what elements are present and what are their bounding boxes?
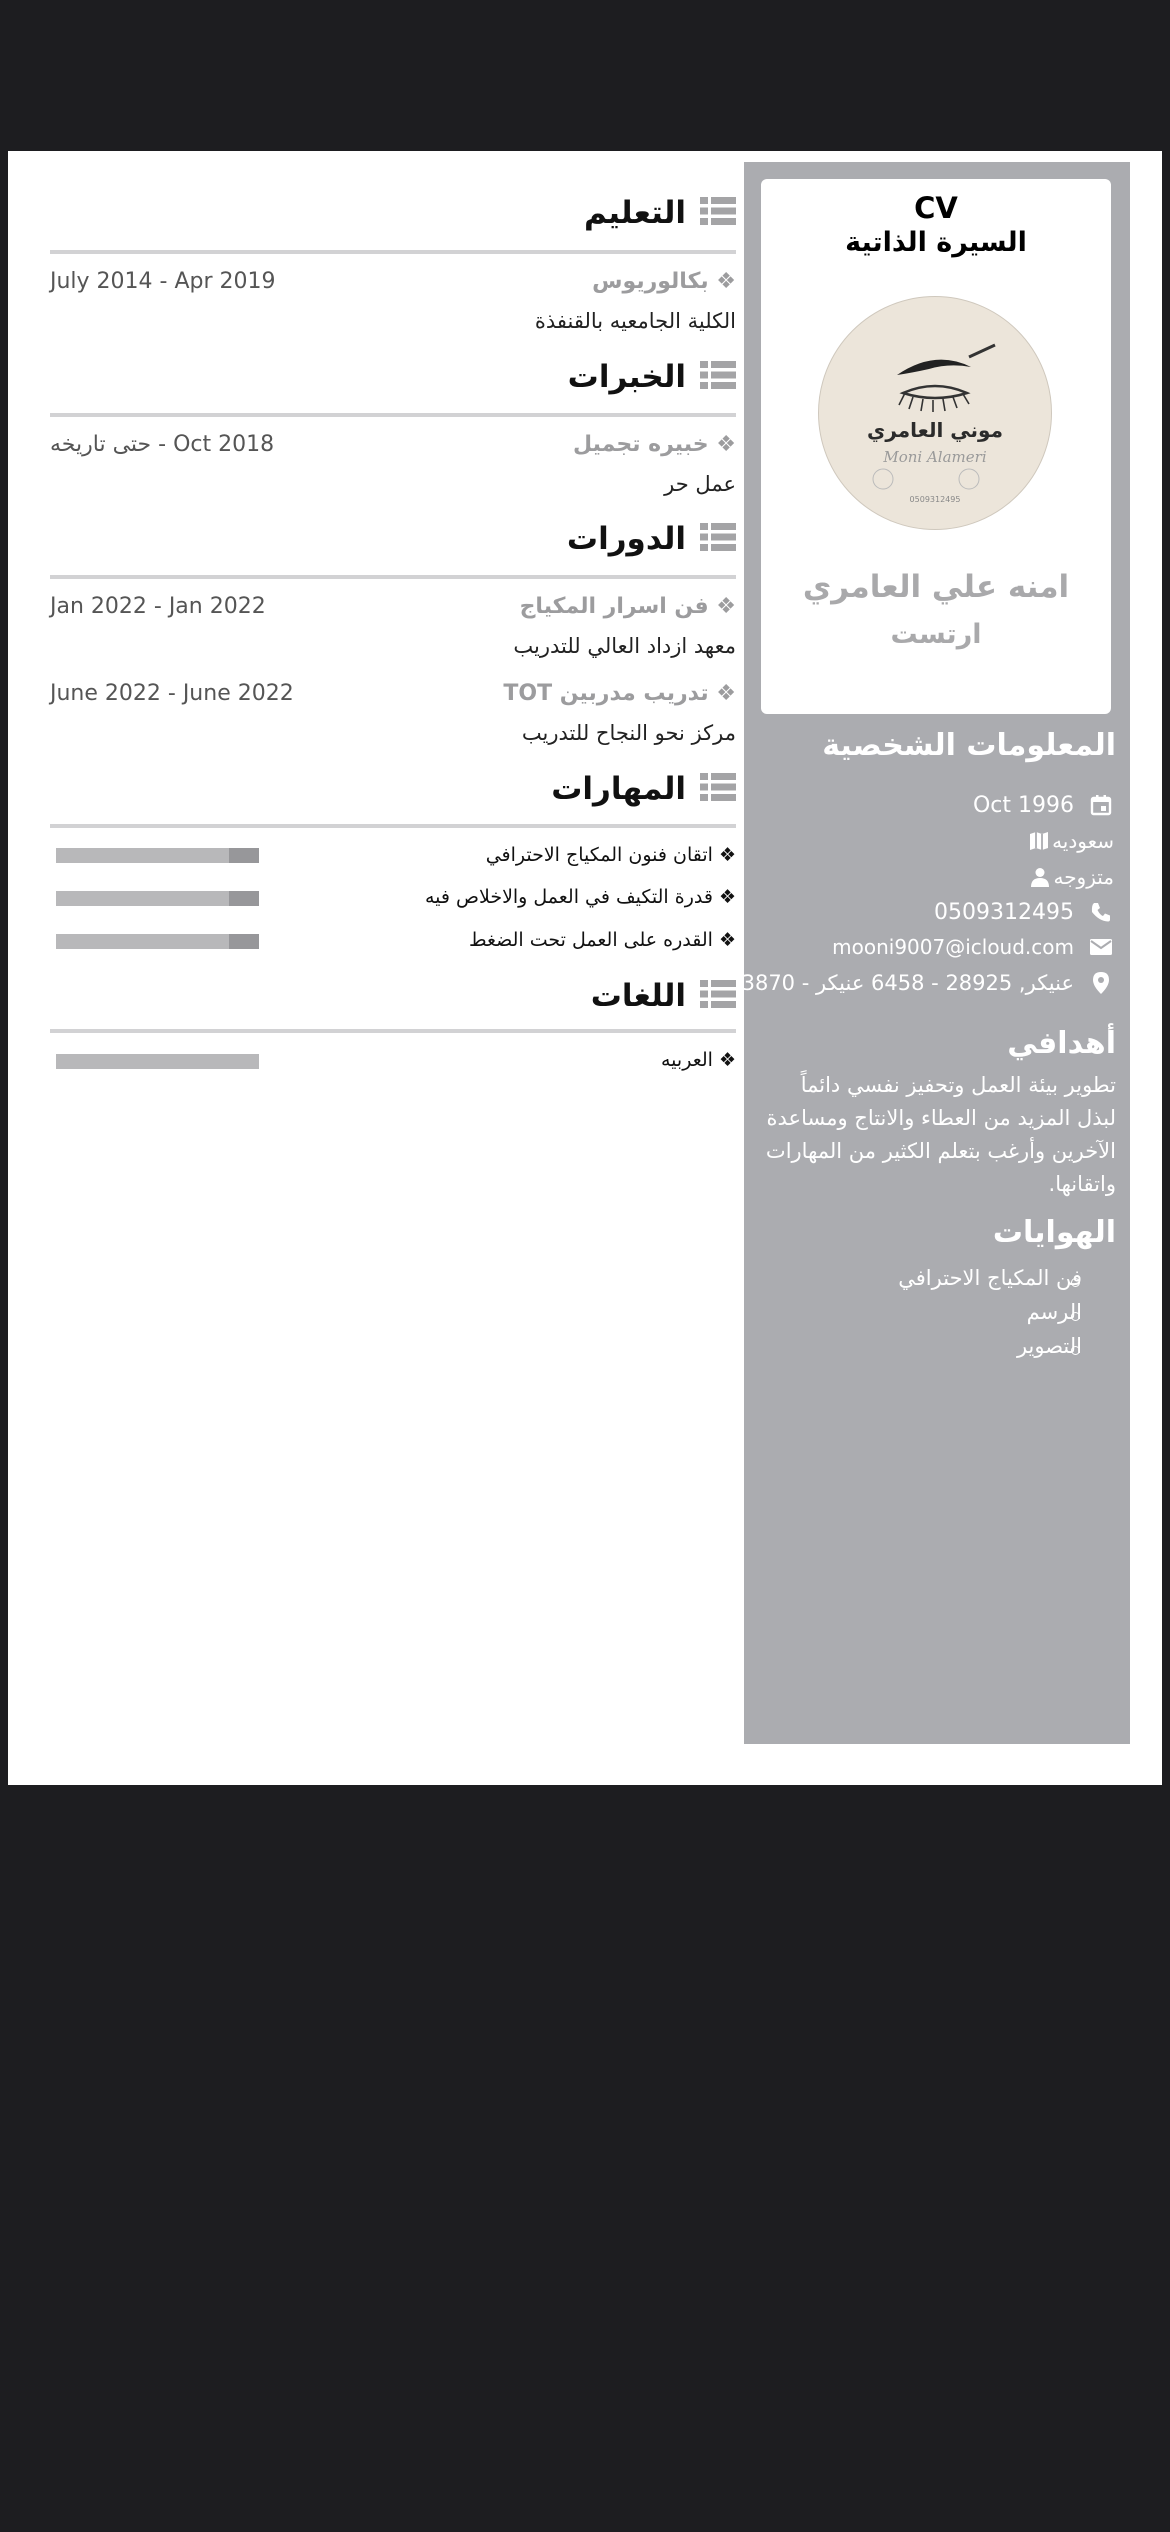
divider (50, 413, 736, 417)
language-name: ❖ العربيه (661, 1049, 736, 1071)
email-row (832, 932, 1114, 962)
logo-script: Moni Alameri (883, 448, 987, 466)
divider (50, 824, 736, 828)
phone-icon (1088, 899, 1114, 925)
person-name: امنه علي العامري (802, 569, 1070, 605)
skill-name: ❖ اتقان فنون المكياج الاحترافي (485, 844, 736, 866)
skill-bar (56, 848, 259, 863)
status-row (1013, 862, 1114, 892)
experience-place: عمل حر (664, 472, 736, 496)
avatar (818, 296, 1052, 530)
phone-row (934, 897, 1114, 927)
experience-section-title (568, 359, 736, 395)
logo-phone: 0509312495 (909, 495, 961, 504)
cv-page (8, 151, 1162, 1785)
list-icon (700, 522, 736, 556)
logo-text: موني العامري (867, 418, 1003, 442)
course-date: Jan 2022 - Jan 2022 (50, 594, 266, 619)
goals-text: تطوير بيئة العمل وتحفيز نفسي دائماً لبذل المزيد من العطاء والانتاج ومساعدة الآخرين وأرغب بتعلم الكثير من المهارات واتقانها. (765, 1073, 1116, 1196)
person-role: ارتست (890, 619, 982, 650)
skill-bar (56, 934, 259, 949)
skill-bar-fill (56, 934, 229, 949)
skills-section-title (551, 771, 736, 807)
course-title: ❖ فن اسرار المكياج (519, 594, 736, 619)
location-pin-icon (1088, 970, 1114, 996)
course-date: June 2022 - June 2022 (50, 681, 294, 706)
birth-value: Oct 1996 (972, 792, 1074, 818)
experience-title: ❖ خبيره تجميل (572, 432, 736, 457)
hobbies-heading: الهوايات (992, 1215, 1116, 1250)
education-title: ❖ بكالوريوس (592, 269, 736, 294)
cv-title: CV (914, 191, 958, 225)
education-date: July 2014 - Apr 2019 (50, 269, 276, 294)
list-icon (700, 979, 736, 1013)
languages-section-title (591, 978, 736, 1014)
phone-value: 0509312495 (934, 899, 1074, 925)
nationality-value: سعوديه (1052, 829, 1114, 853)
languages-heading: اللغات (590, 978, 686, 1014)
divider (50, 250, 736, 254)
address-value: 3870 - عنيكر, 28925 - 6458 عنيكر (741, 971, 1074, 995)
list-icon (700, 772, 736, 806)
email-value: mooni9007@icloud.com (832, 935, 1074, 959)
main-column (50, 151, 736, 1751)
skill-bar-fill (56, 848, 229, 863)
education-institution: الكلية الجامعيه بالقنفذة (534, 309, 736, 333)
education-heading: التعليم (583, 195, 686, 231)
skill-bar-fill (56, 891, 229, 906)
hobby-item: فن المكياج الاحترافي (898, 1266, 1082, 1290)
mail-icon (1088, 934, 1114, 960)
courses-heading: الدورات (566, 521, 686, 557)
language-bar (56, 1054, 259, 1069)
divider (50, 575, 736, 579)
course-institution: معهد ازداد العالي للتدريب (513, 634, 736, 658)
divider (50, 1029, 736, 1033)
hobby-item: التصوير (1016, 1334, 1082, 1358)
skills-heading: المهارات (551, 771, 686, 807)
hobby-item: الرسم (1026, 1300, 1082, 1324)
cv-subtitle: السيرة الذاتية (845, 227, 1027, 258)
birth-row (973, 790, 1114, 820)
course-institution: مركز نحو النجاح للتدريب (521, 721, 736, 745)
skill-name: ❖ قدرة التكيف في العمل والاخلاص فيه (424, 886, 736, 908)
education-section-title (584, 195, 736, 231)
course-title: ❖ تدريب مدربين TOT (503, 681, 736, 706)
person-icon (1027, 864, 1053, 890)
skill-name: ❖ القدره على العمل تحت الضغط (468, 929, 736, 951)
status-value: متزوجه (1053, 865, 1114, 889)
list-icon (700, 360, 736, 394)
sidebar (741, 162, 1130, 1744)
map-icon (1026, 828, 1052, 854)
language-bar-fill (56, 1054, 259, 1069)
experience-date: Oct 2018 - حتى تاريخه (50, 432, 275, 457)
experience-heading: الخبرات (567, 359, 686, 395)
goals-heading: أهدافي (1007, 1026, 1116, 1061)
skill-bar (56, 891, 259, 906)
address-row (742, 968, 1114, 998)
calendar-icon (1088, 792, 1114, 818)
courses-section-title (567, 521, 736, 557)
personal-info-heading: المعلومات الشخصية (822, 728, 1116, 763)
nationality-row (1012, 826, 1114, 856)
list-icon (700, 196, 736, 230)
photo-card (761, 179, 1111, 714)
